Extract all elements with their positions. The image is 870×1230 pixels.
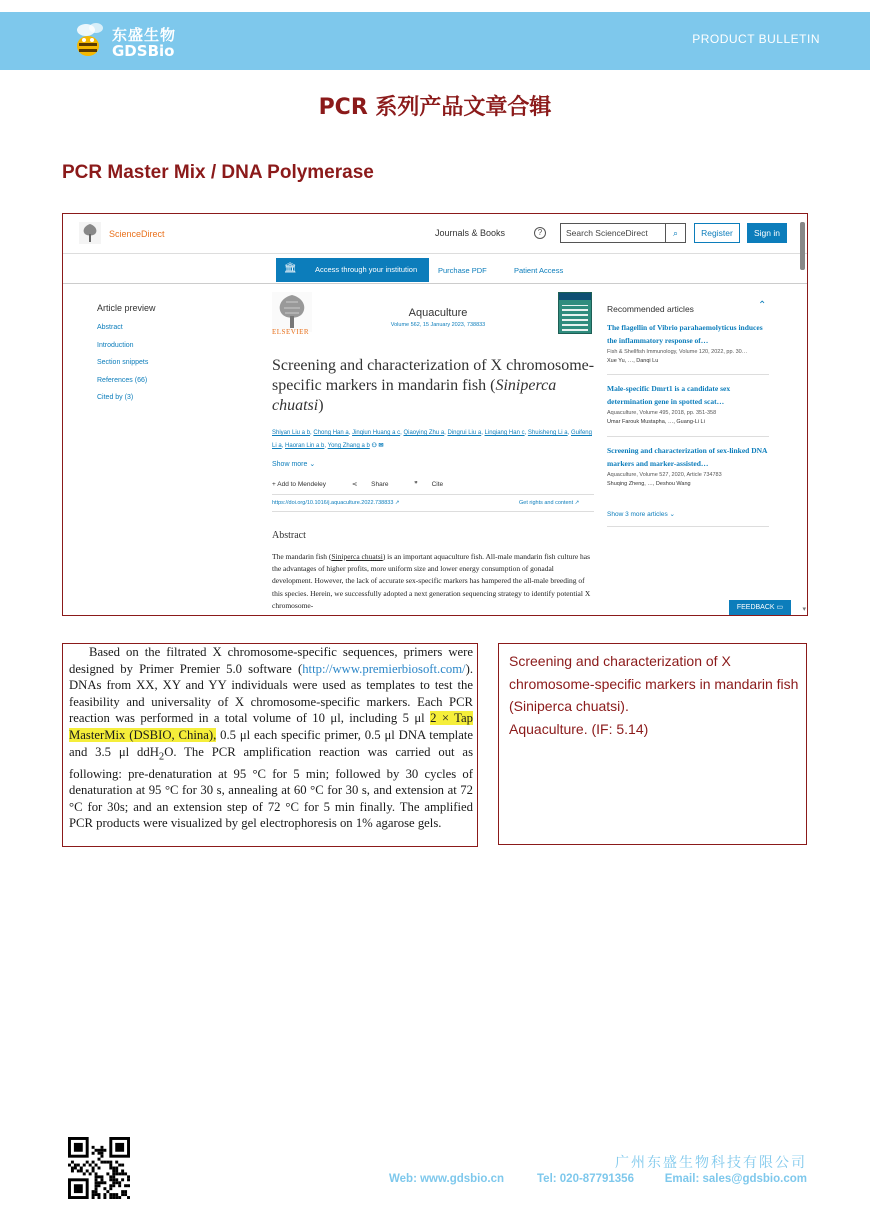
- divider: [607, 526, 769, 527]
- author-link[interactable]: Shuisheng Li a: [527, 430, 568, 436]
- highlighted-product: 2 × Tap MasterMix (DSBIO, China),: [69, 711, 474, 742]
- author-link[interactable]: Yong Zhang a b: [327, 443, 370, 449]
- email-icon[interactable]: ✉: [378, 443, 384, 449]
- elsevier-logo-icon: [272, 292, 312, 332]
- section-title: PCR Master Mix / DNA Polymerase: [62, 162, 374, 183]
- register-button[interactable]: Register: [694, 223, 740, 243]
- article-preview-nav: [97, 324, 148, 412]
- divider: [272, 511, 594, 512]
- preview-item-cited-by[interactable]: Cited by (3): [97, 394, 134, 402]
- chevron-down-icon: ⌄: [669, 511, 675, 518]
- scroll-down-icon[interactable]: ▾: [802, 606, 806, 613]
- cover-band: [559, 293, 591, 300]
- divider: [607, 374, 769, 375]
- author-link[interactable]: Haoran Lin a b: [285, 443, 325, 449]
- recommended-authors: Xue Yu, …, Danqi Lu: [607, 358, 659, 364]
- recommended-meta: Aquaculture, Volume 527, 2020, Article 734783: [607, 472, 722, 478]
- author-list: Shiyan Liu a b, Chong Han a, Jinqiun Huang a c, Qiaoying Zhu a, Dingrui Liu a, Linqiang Han c, Shuisheng Li a, Guifeng Li a, Haoran Lin a b, Yong Zhang a b ⚇ ✉: [272, 430, 592, 449]
- methods-excerpt-box: [62, 643, 478, 847]
- cover-pattern: [562, 305, 588, 331]
- institution-icon: 🏛: [284, 263, 297, 274]
- recommended-heading: Recommended articles: [607, 304, 694, 314]
- sign-in-button[interactable]: Sign in: [747, 223, 787, 243]
- recommended-authors: Umar Farouk Mustapha, …, Guang-Li Li: [607, 419, 705, 425]
- sd-access-bar: [63, 254, 807, 284]
- gdsbio-logo[interactable]: [72, 20, 212, 64]
- qr-code-icon: [68, 1137, 130, 1199]
- chevron-down-icon: ⌄: [309, 461, 316, 468]
- preview-item-abstract[interactable]: Abstract: [97, 324, 123, 331]
- recommended-article[interactable]: [607, 322, 772, 366]
- article-title: Screening and characterization of X chromosome-specific markers in mandarin fish (Siniperca chuatsi): [272, 357, 595, 414]
- search-input[interactable]: [560, 223, 686, 243]
- recommended-article[interactable]: [607, 383, 772, 427]
- author-link[interactable]: Guifeng Li a: [272, 430, 592, 449]
- reference-box: [498, 643, 807, 845]
- page-title: PCR 系列产品文章合辑: [318, 95, 552, 120]
- scrollbar-thumb[interactable]: [800, 222, 805, 270]
- author-link[interactable]: Qiaoying Zhu a: [403, 430, 445, 436]
- recommended-title[interactable]: The flagellin of Vibrio parahaemolyticus induces the inflammatory response of…: [607, 323, 763, 345]
- author-link[interactable]: Chong Han a: [313, 430, 349, 436]
- abstract-heading: Abstract: [272, 530, 306, 541]
- feedback-button[interactable]: FEEDBACK ▭: [729, 600, 791, 616]
- chevron-up-icon[interactable]: ⌃: [758, 300, 767, 311]
- divider: [272, 494, 594, 495]
- access-institution-button[interactable]: [276, 258, 429, 282]
- recommended-article[interactable]: [607, 445, 772, 489]
- preview-item-introduction[interactable]: Introduction: [97, 341, 134, 349]
- quote-icon: ❞: [414, 481, 418, 488]
- recommended-meta: Aquaculture, Volume 495, 2018, pp. 351-358: [607, 410, 717, 416]
- cite-button[interactable]: ❞ Cite: [414, 481, 444, 488]
- email-link[interactable]: Email: sales@gdsbio.com: [664, 1173, 807, 1185]
- share-button[interactable]: ⋖ Share: [351, 481, 389, 488]
- premier-biosoft-link[interactable]: http://www.premierbiosoft.com/: [302, 661, 466, 676]
- contact-line: [389, 1173, 807, 1191]
- recommended-meta: Fish & Shellfish Immunology, Volume 120, 2022, pp. 30…: [607, 349, 748, 355]
- search-icon[interactable]: ⌕: [665, 224, 685, 242]
- logo-english-text: GDSBio: [112, 42, 175, 60]
- journal-cover-image[interactable]: [558, 292, 592, 334]
- add-mendeley-button[interactable]: + Add to Mendeley: [272, 481, 327, 488]
- article-preview-heading: Article preview: [97, 303, 156, 313]
- sd-header: [63, 214, 807, 254]
- reference-text: [509, 650, 799, 740]
- journals-books-link[interactable]: Journals & Books: [435, 228, 506, 238]
- elsevier-tree-icon: [79, 222, 101, 244]
- reference-journal: Aquaculture. (IF: 5.14): [509, 720, 649, 737]
- author-link[interactable]: Linqiang Han c: [484, 430, 525, 436]
- preview-item-references[interactable]: References (66): [97, 376, 148, 384]
- reference-title: Screening and characterization of X chromosome-specific markers in mandarin fish (Siniperca chuatsi).: [509, 653, 799, 714]
- product-bulletin-label: PRODUCT BULLETIN: [692, 32, 820, 46]
- divider: [607, 436, 769, 437]
- article-actions: [272, 480, 467, 488]
- methods-excerpt-text: Based on the filtrated X chromosome-specific sequences, primers were designed by Primer Premier 5.0 software (http://www.premierbiosoft.com/). DNAs from XX, XY and YY individuals were used as templates to test the feasibility and universality of X chromosome-specific markers. Each PCR reaction was performed in a total volume of 10 μl, including 5 μl 2 × Tap MasterMix (DSBIO, China), 0.5 μl each specific primer, 0.5 μl DNA template and 3.5 μl ddH$_2$O. The PCR amplification reaction was carried out as following: pre-denaturation at 95 °C for 5 min; followed by 30 cycles of denaturation at 95 °C for 30 s, annealing at 60 °C for 30 s, and extension at 72 °C for 30s; and an extension step of 72 °C for 5 min finally. The amplified PCR products were visualized by gel electrophoresis on 1% agarose gels.: [69, 645, 474, 831]
- search-placeholder: Search ScienceDirect: [566, 228, 648, 238]
- recommended-authors: Shuqing Zheng, …, Deshou Wang: [607, 481, 691, 487]
- show-more-link[interactable]: Show more ⌄: [272, 461, 316, 468]
- website-link[interactable]: Web: www.gdsbio.cn: [389, 1173, 504, 1185]
- recommended-title[interactable]: Screening and characterization of sex-linked DNA markers and marker-assisted…: [607, 446, 768, 468]
- access-label: Access through your institution: [315, 265, 418, 274]
- author-link[interactable]: Dingrui Liu a: [447, 430, 482, 436]
- rights-link[interactable]: Get rights and content ↗: [519, 500, 580, 506]
- species-link[interactable]: Siniperca chuatsi: [331, 552, 383, 561]
- help-icon[interactable]: ?: [534, 227, 546, 239]
- sd-site-name[interactable]: ScienceDirect: [109, 229, 165, 239]
- chat-icon: ▭: [776, 604, 784, 611]
- show-more-articles-link[interactable]: Show 3 more articles ⌄: [607, 511, 675, 518]
- patient-access-link[interactable]: Patient Access: [514, 266, 564, 275]
- sciencedirect-screenshot: [62, 213, 808, 616]
- logo-chinese-text: 东盛生物: [112, 26, 177, 44]
- person-icon[interactable]: ⚇: [371, 443, 377, 449]
- recommended-title[interactable]: Male-specific Dmrt1 is a candidate sex determination gene in spotted scat…: [607, 384, 731, 406]
- phone-number: Tel: 020-87791356: [537, 1173, 634, 1185]
- company-name: 广州东盛生物科技有限公司: [615, 1155, 807, 1171]
- header-bar: [0, 12, 870, 70]
- publisher-name: ELSEVIER: [272, 328, 310, 336]
- doi-link[interactable]: https://doi.org/10.1016/j.aquaculture.2022.738833 ↗: [272, 500, 400, 506]
- purchase-pdf-link[interactable]: Purchase PDF: [438, 266, 487, 275]
- bee-logo-icon: [72, 20, 106, 60]
- abstract-text: The mandarin fish (Siniperca chuatsi) is an important aquaculture fish. All-male mandarin fish culture has the advantages of higher profits, more uniform size and lower energy consumption of gonadal development. However, the lack of accurate sex-specific markers has hampered the all-male breeding of this species. Herein, we successfully adopted a next generation sequencing strategy to identify potential X chromosome-: [272, 552, 591, 610]
- author-link[interactable]: Shiyan Liu a b: [272, 430, 311, 436]
- share-icon: ⋖: [351, 481, 358, 488]
- journal-name[interactable]: Aquaculture: [408, 307, 468, 319]
- preview-item-snippets[interactable]: Section snippets: [97, 359, 149, 367]
- journal-volume[interactable]: Volume 562, 15 January 2023, 738833: [390, 322, 486, 328]
- author-link[interactable]: Jinqiun Huang a c: [352, 430, 401, 436]
